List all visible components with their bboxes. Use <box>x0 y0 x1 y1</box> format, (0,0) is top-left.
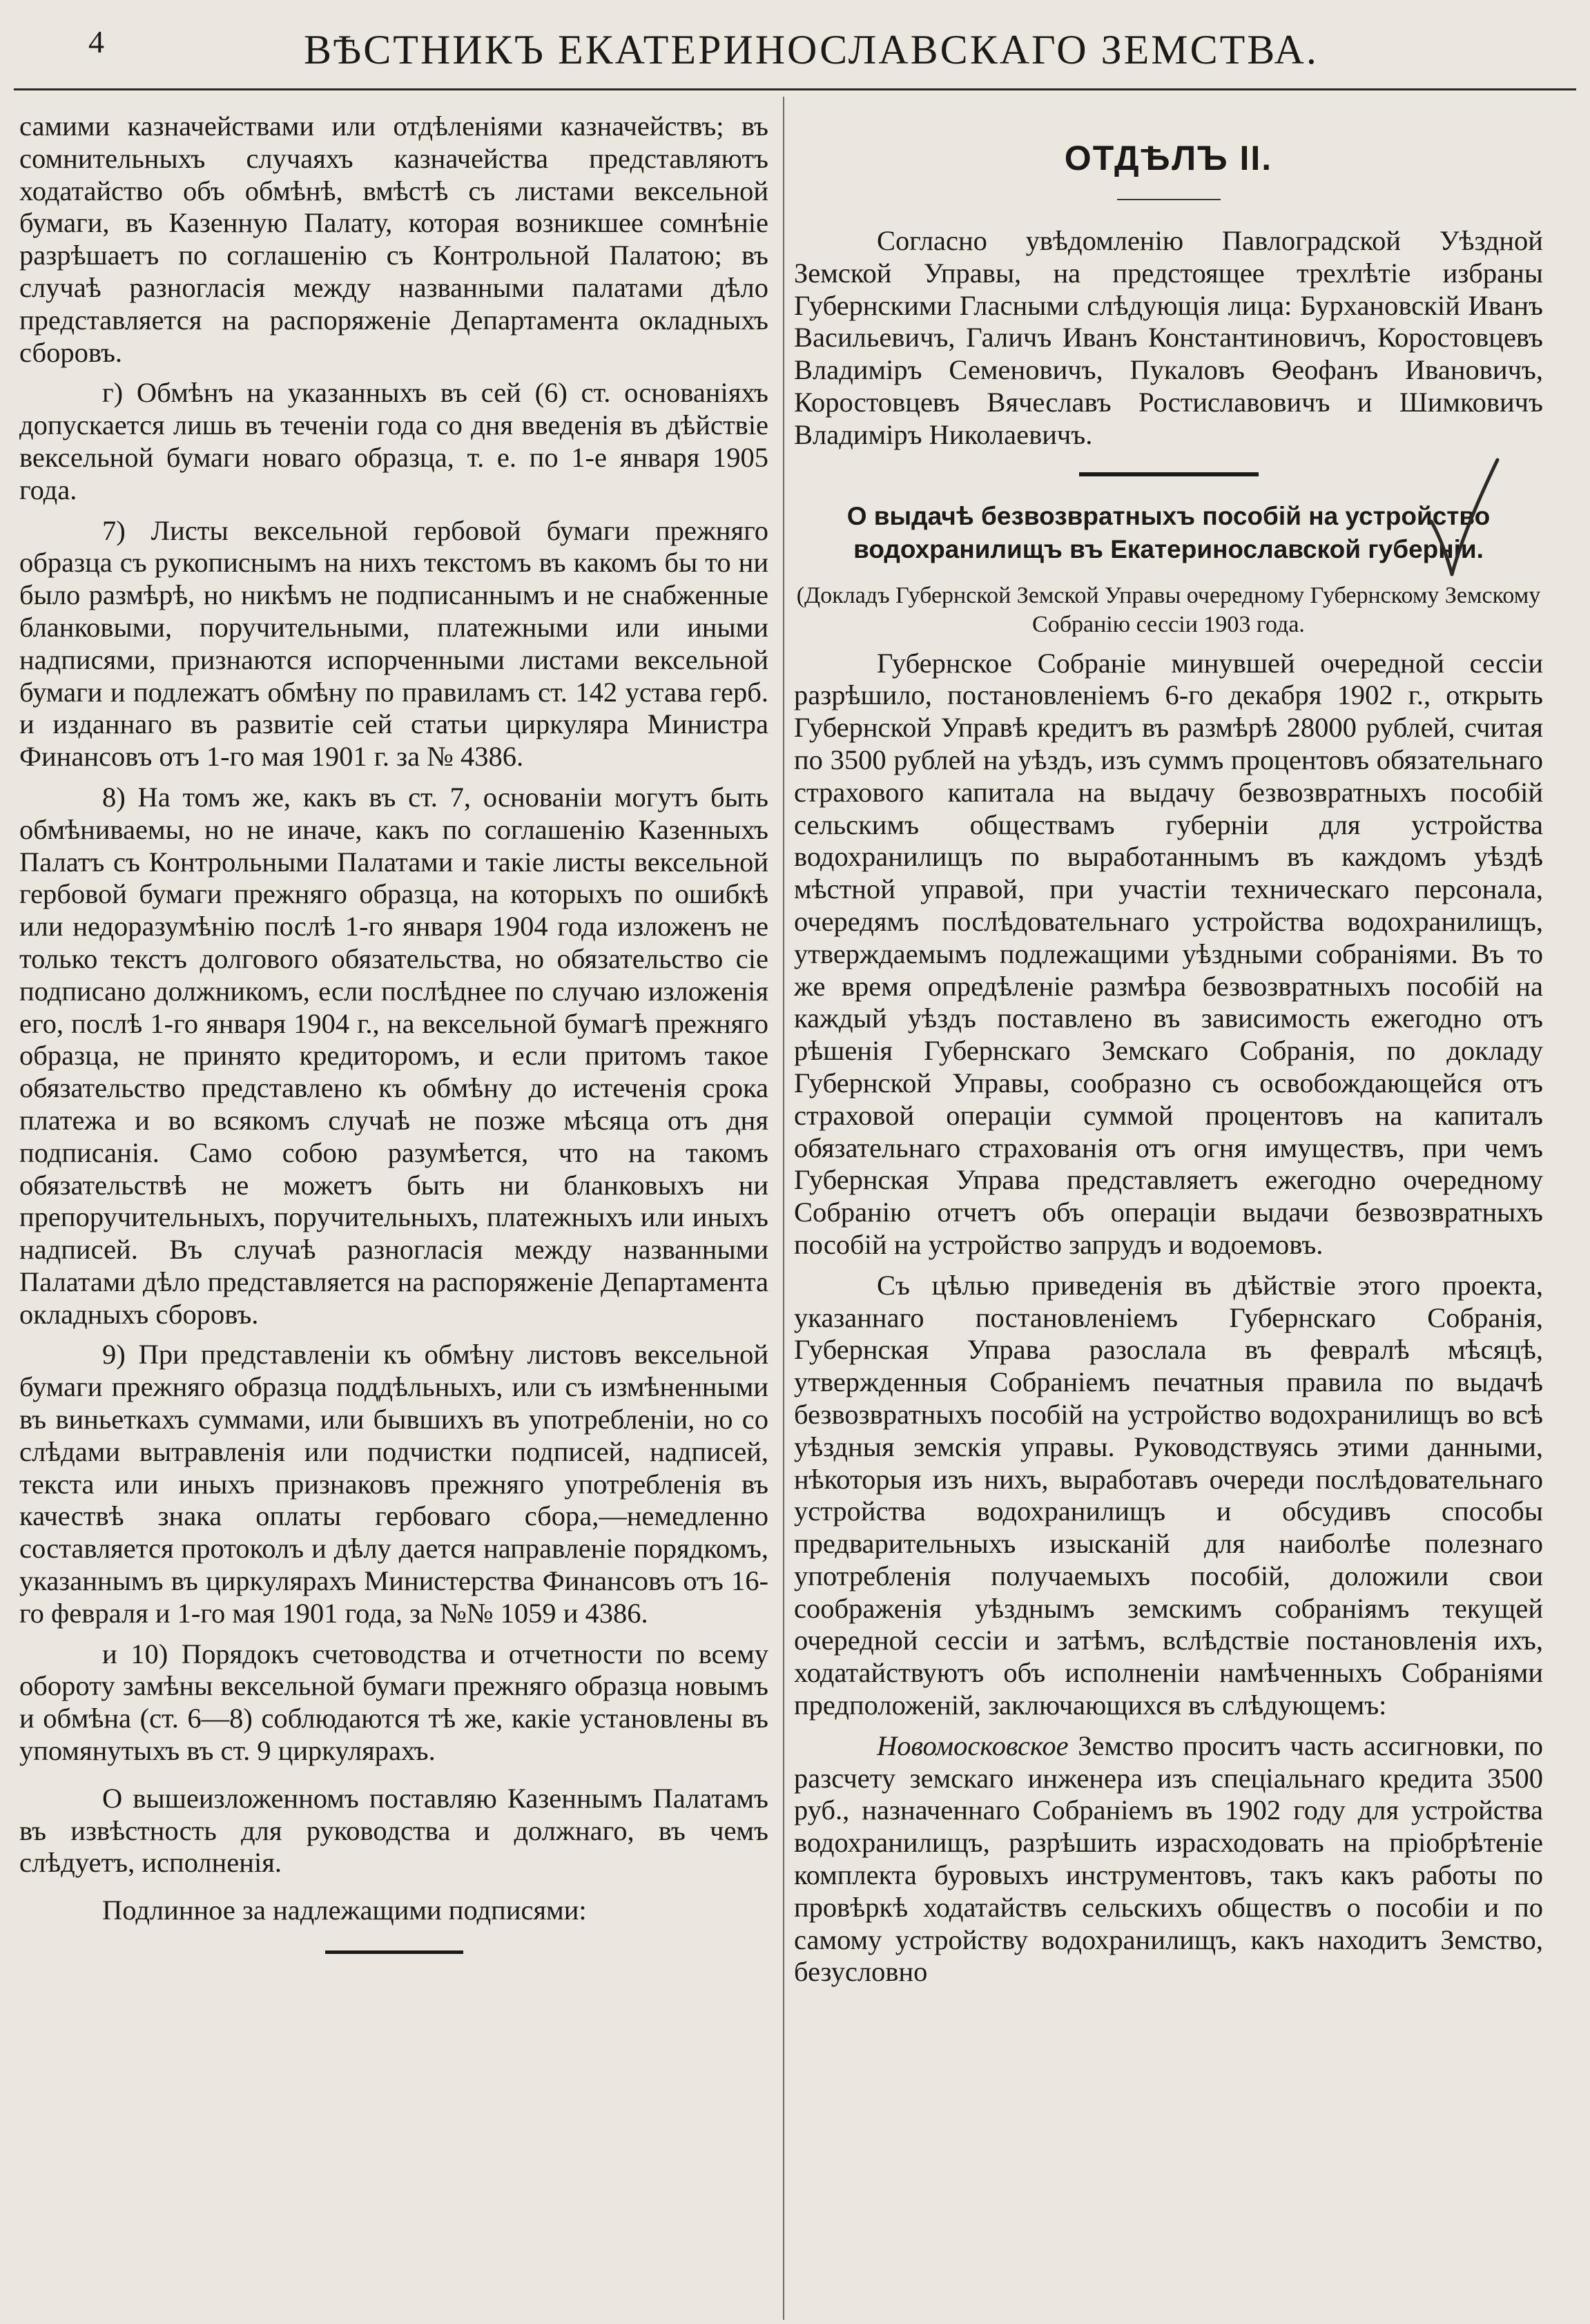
report-note: (Докладъ Губернской Земской Управы очередному Губернскому Земскому Собранію сессіи 1903 года. <box>796 582 1541 637</box>
paragraph: г) Обмѣнъ на указанныхъ въ сей (6) ст. основаніяхъ допускается лишь въ теченіи года со дня введенія въ дѣйствіе вексельной бумаги новаго образца, т. е. по 1-е января 1905 года. <box>19 377 768 505</box>
paragraph: 8) На томъ же, какъ въ ст. 7, основаніи могутъ быть обмѣниваемы, но не иначе, какъ по соглашенію Казенныхъ Палатъ съ Контрольными Палатами и такіе листы вексельной гербовой бумаги прежняго образца, на которыхъ по ошибкѣ или недоразумѣнію послѣ 1-го января 1904 года изложенъ не только текстъ долгового обязательства, но обязательство сіе подписано должникомъ, если послѣднее по случаю изложенія его, послѣ 1-го января 1904 г., на вексельной бумагѣ прежняго образца, не принято кредиторомъ, и если притомъ такое обязательство представлено къ обмѣну до истеченія срока платежа и во всякомъ случаѣ не позже мѣсяца отъ дня подписанія. Само собою разумѣется, что на такомъ обязательствѣ не можетъ быть ни бланковыхъ ни препоручительныхъ, поручительныхъ, платежныхъ или иныхъ надписей. Въ случаѣ разногласія между названными Палатами дѣло представляется на распоряженіе Департамента окладныхъ сборовъ. <box>19 781 768 1330</box>
article-rule <box>1079 472 1259 476</box>
column-divider <box>783 97 784 2320</box>
paragraph <box>794 1730 1543 1988</box>
paragraph: Съ цѣлью приведенія въ дѣйствіе этого проекта, указаннаго постановленіемъ Губернскаго Собранія, Губернская Управа разослала въ февралѣ мѣсяцѣ, утвержденныя Собраніемъ печатныя правила по выдачѣ безвозвратныхъ пособій на устройство водохранилищъ во всѣ уѣздныя земскія управы. Руководствуясь этими данными, нѣкоторыя изъ нихъ, выработавъ очереди послѣдовательнаго устройства водохранилищъ и обсудивъ способы предварительныхъ изысканій для наиболѣе полезнаго употребленія получаемыхъ пособій, доложили свои соображенія уѣзднымъ земскимъ собраніямъ текущей очередной сессіи и затѣмъ, вслѣдствіе постановленія ихъ, ходатайствуютъ объ исполненіи намѣченныхъ Собраніями предположеній, заключающихся въ слѣдующемъ: <box>794 1269 1543 1721</box>
paragraph: 7) Листы вексельной гербовой бумаги прежняго образца съ рукописнымъ на нихъ текстомъ въ какомъ бы то ни было размѣрѣ, но никѣмъ не подписаннымъ и не снабженные бланковыми, поручительными, платежными или иными надписями, признаются испорченными листами вексельной бумаги и подлежатъ обмѣну по правиламъ ст. 142 устава герб. и изданнаго въ развитіе сей статьи циркуляра Министра Финансовъ отъ 1-го мая 1901 г. за № 4386. <box>19 514 768 773</box>
right-column <box>794 110 1543 1988</box>
paragraph: О вышеизложенномъ поставляю Казеннымъ Палатамъ въ извѣстность для руководства и должнаго, въ чемъ слѣдуетъ, исполненія. <box>19 1782 768 1879</box>
left-column <box>19 110 768 1954</box>
header-rule <box>14 88 1576 90</box>
page-number: 4 <box>88 24 104 59</box>
paragraph-text: Земство проситъ часть ассигновки, по разсчету земскаго инженера изъ спеціальнаго кредита 3500 руб., назначеннаго Собраніемъ въ 1902 году для устройства водохранилищъ, разрѣшить израсходовать на пріобрѣтеніе комплекта буровыхъ инструментовъ, такъ какъ работы по провѣркѣ ходатайствъ сельскихъ обществъ о пособіи и по самому устройству водохранилищъ, какъ находитъ Земство, безусловно <box>794 1730 1543 1988</box>
paragraph: и 10) Порядокъ счетоводства и отчетности по всему обороту замѣны вексельной бумаги прежняго образца новымъ и обмѣна (ст. 6—8) соблюдаются тѣ же, какіе установлены въ упомянутыхъ въ ст. 9 циркулярахъ. <box>19 1638 768 1767</box>
signature-rule <box>325 1950 463 1954</box>
paragraph: 9) При представленіи къ обмѣну листовъ вексельной бумаги прежняго образца поддѣльныхъ, или съ измѣненными въ виньеткахъ суммами, или бывшихъ въ употребленіи, но со слѣдами вытравленія или подчистки подписей, надписей, текста или иныхъ признаковъ прежняго употребленія въ качествѣ знака оплаты гербоваго сбора,—немедленно составляется протоколъ и дѣлу дается направленіе порядкомъ, указаннымъ въ циркулярахъ Министерства Финансовъ отъ 16-го февраля и 1-го мая 1901 года, за №№ 1059 и 4386. <box>19 1339 768 1629</box>
paragraph: Губернское Собраніе минувшей очередной сессіи разрѣшило, постановленіемъ 6-го декабря 1902 г., открыть Губернской Управѣ кредитъ въ размѣрѣ 28000 рублей, считая по 3500 рублей на уѣздъ, изъ суммъ процентовъ обязательнаго страхового капитала на выдачу безвозвратныхъ пособій сельскимъ обществамъ губерніи для устройства водохранилищъ по выработаннымъ въ каждомъ уѣздѣ мѣстной управой, при участіи техническаго персонала, очередямъ послѣдовательнаго устройства водохранилищъ, утверждаемымъ подлежащими уѣздными собраніями. Въ то же время опредѣленіе размѣра безвозвратныхъ пособій на каждый уѣздъ поставлено въ зависимость ежегодно отъ рѣшенія Губернскаго Земскаго Собранія, по докладу Губернской Управы, сообразно съ освобождающейся отъ страховой операціи суммой процентовъ на капиталъ обязательнаго страхованія отъ огня имуществъ, при чемъ Губернская Управа представляетъ ежегодно очередному Собранію отчетъ объ операціи выдачи безвозвратныхъ пособій на устройство запрудъ и водоемовъ. <box>794 647 1543 1260</box>
paragraph: Согласно увѣдомленію Павлоградской Уѣздной Земской Управы, на предстоящее трехлѣтіе избраны Губернскими Гласными слѣдующія лица: Бурхановскій Иванъ Васильевичъ, Галичъ Иванъ Константиновичъ, Коростовцевъ Владиміръ Семеновичъ, Пукаловъ Ѳеофанъ Ивановичъ, Коростовцевъ Вячеславъ Ростиславовичъ и Шимковичъ Владиміръ Николаевичъ. <box>794 225 1543 450</box>
section-heading: ОТДѢЛЪ II. <box>1064 139 1273 177</box>
paragraph: самими казначействами или отдѣленіями казначействъ; въ сомнительныхъ случаяхъ казначейства представляютъ ходатайство объ обмѣнѣ, вмѣстѣ съ листами вексельной бумаги, въ Казенную Палату, которая возникшее сомнѣніе разрѣшаетъ по соглашенію съ Контрольной Палатою; въ случаѣ разногласія между названными палатами дѣло представляется на распоряженіе Департамента окладныхъ сборовъ. <box>19 110 768 368</box>
signature-line: Подлинное за надлежащими подписями: <box>102 1895 587 1926</box>
article-heading: О выдачѣ безвозвратныхъ пособій на устройство водохранилищъ въ Екатеринославской губерніи. <box>846 501 1491 563</box>
handwritten-checkmark-icon <box>1426 456 1502 580</box>
journal-title: ВѢСТНИКЪ ЕКАТЕРИНОСЛАВСКАГО ЗЕМСТВА. <box>304 27 1319 72</box>
section-rule <box>1117 199 1221 200</box>
zemstvo-name: Новомосковское <box>877 1730 1069 1761</box>
